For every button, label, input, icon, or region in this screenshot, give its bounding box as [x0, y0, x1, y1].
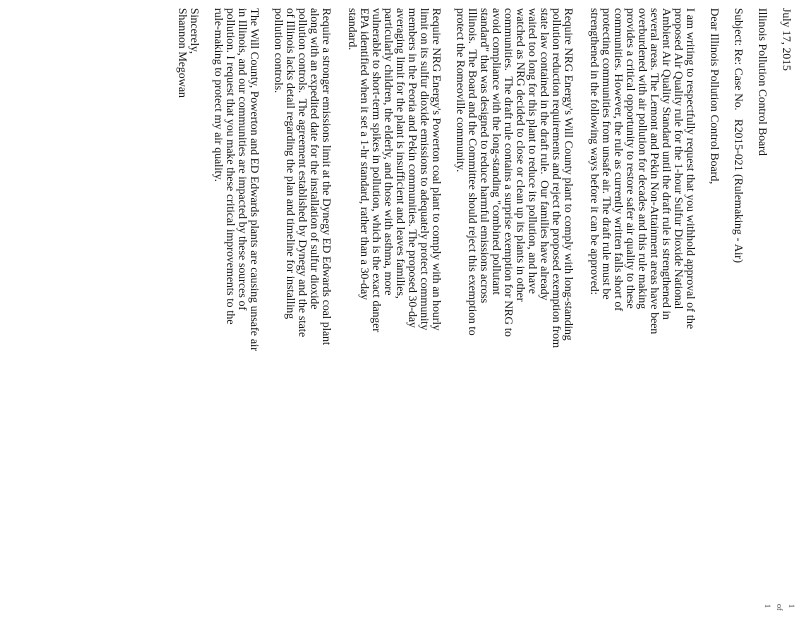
paragraph-line: particularly children, the elderly, and those with asthma, more [382, 8, 395, 296]
paragraph-line: avoid compliance with the long-standing "combined pollutant [490, 8, 503, 295]
letter-subject: Subject: Re: Case No. R2015-021 (Rulemaking - Air) [732, 8, 745, 264]
page-mark: 1 of 1 [762, 604, 796, 611]
paragraph-line: members in the Peoria and Pekin communities. The proposed 30-day [406, 8, 419, 328]
paragraph-line: pollution. I request that you make these critical improvements to the [224, 8, 237, 325]
paragraph-line: communities. However, the rule as currently written falls short of [612, 8, 625, 312]
paragraph-line: state law contained in the draft rule. Our families have already [538, 8, 551, 301]
paragraph-line: The Will County, Powerton and ED Edwards plants are causing unsafe air [248, 8, 261, 352]
paragraph-line: I am writing to respectfully request that you withhold approval of the [684, 8, 697, 330]
paragraph-line: standard. [346, 8, 359, 51]
signature-name: Shannon Megowan [176, 8, 189, 98]
paragraph-line: pollution controls. [272, 8, 285, 94]
paragraph-line: pollution reduction requirements and reject the proposed exemption from [550, 8, 563, 348]
paragraph-line: vulnerable to short-term spikes in pollution, which is the exact danger [370, 8, 383, 333]
paragraph-line: EPA identified when it set a 1-hr standard, rather than a 30-day [358, 8, 371, 300]
paragraph-line: overburdened with air pollution for decades and this rule making [636, 8, 649, 310]
letter-salutation: Dear Illinois Pollution Control Board, [708, 8, 721, 185]
letter-recipient: Illinois Pollution Control Board [756, 8, 769, 156]
paragraph-line: Require a stronger emissions limit at the Dynegy ED Edwards coal plant [320, 8, 333, 346]
paragraph-line: protect the Romeoville community. [454, 8, 467, 173]
paragraph-line: Illinois. The Board and the Committee should reject this exemption to [466, 8, 479, 336]
paragraph-line: communities. The draft rule contains a surprise exemption for NRG to [502, 8, 515, 337]
paragraph-line: waited too long for this plant to reduce its pollution, and have [526, 8, 539, 294]
paragraph-line: standard" that was designed to reduce harmful emissions across [478, 8, 491, 304]
paragraph-line: proposed Air Quality rule for the 1-hour Sulfur Dioxide National [672, 8, 685, 310]
paragraph-line: of Illinois lacks detail regarding the plan and timeline for installing [284, 8, 297, 320]
paragraph-line: provides a critical opportunity to restore safer air quality to these [624, 8, 637, 309]
paragraph-line: along with an expedited date for the installation of sulfur dioxide [308, 8, 321, 310]
paragraph-line: in Illinois, and our communities are impacted by these sources of [236, 8, 249, 311]
letter-closing: Sincerely, [188, 8, 201, 54]
paragraph-line: pollution controls. The agreement established by Dynegy and the state [296, 8, 309, 338]
paragraph-line: protecting communities from unsafe air. The draft rule must be [600, 8, 613, 300]
paragraph-line: Ambient Air Quality Standard until the draft rule is strengthened in [660, 8, 673, 320]
paragraph-line: Require NRG Energy's Will County plant to comply with long-standing [562, 8, 575, 341]
letter-date: July 17, 2015 [780, 8, 793, 71]
paragraph-line: strengthened in the following ways before it can be approved: [588, 8, 601, 295]
paragraph-line: rule-making to protect my air quality. [212, 8, 225, 182]
letter-body [72, 8, 796, 616]
paragraph-line: watched as NRG decided to close or clean up its plants in other [514, 8, 527, 302]
paragraph-line: limit on its sulfur dioxide emissions to adequately protect community [418, 8, 431, 331]
paragraph-line: several areas. The Lemont and Pekin Non-Attainment areas have been [648, 8, 661, 335]
paragraph-line: Require NRG Energy's Powerton coal plant to comply with an hourly [430, 8, 443, 331]
paragraph-line: averaging limit for the plant is insufficient and leaves families, [394, 8, 407, 299]
